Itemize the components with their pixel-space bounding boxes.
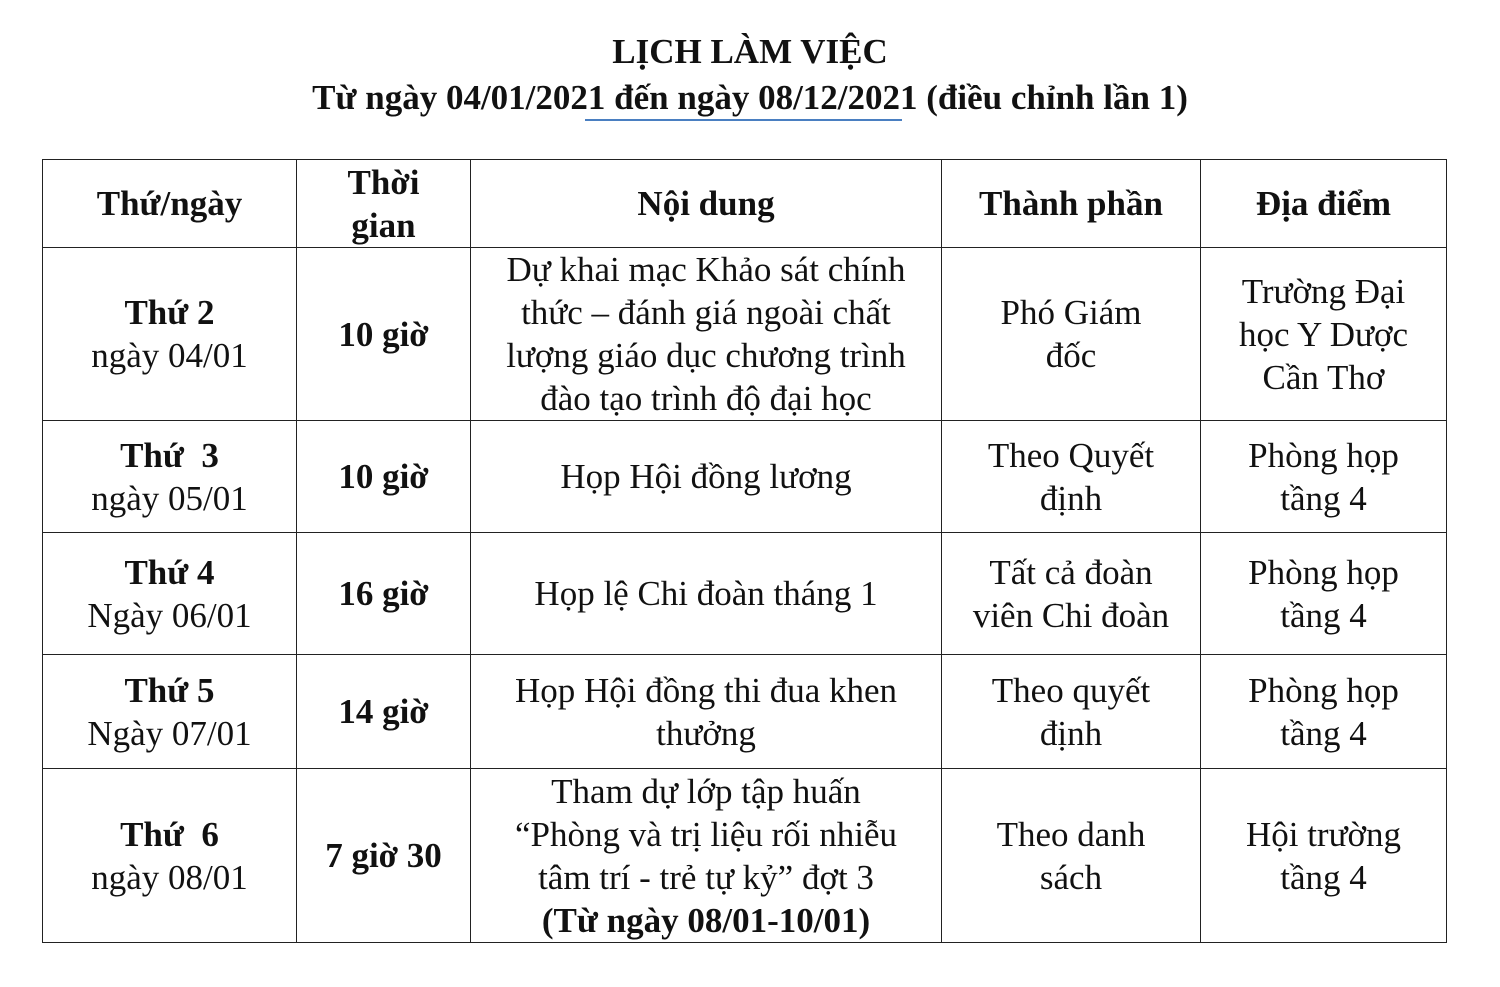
page-title: LỊCH LÀM VIỆC bbox=[612, 32, 888, 71]
location-cell: Trường Đại học Y Dược Cần Thơ bbox=[1201, 248, 1447, 421]
participants-cell: Theo quyết định bbox=[942, 655, 1201, 769]
schedule-table bbox=[42, 159, 1447, 943]
content-note: (Từ ngày 08/01-10/01) bbox=[541, 900, 871, 940]
table-header-row bbox=[43, 160, 1447, 248]
date-label: Ngày 07/01 bbox=[87, 713, 252, 753]
column-header-location: Địa điểm bbox=[1201, 160, 1447, 248]
day-cell bbox=[43, 421, 297, 533]
table-row bbox=[43, 533, 1447, 655]
time-cell: 10 giờ bbox=[297, 421, 471, 533]
participants-cell: Phó Giám đốc bbox=[942, 248, 1201, 421]
day-cell bbox=[43, 248, 297, 421]
weekday-label: Thứ 5 bbox=[124, 670, 215, 710]
content-text: Họp Hội đồng thi đua khen thưởng bbox=[514, 670, 898, 753]
day-cell bbox=[43, 769, 297, 943]
date-label: ngày 08/01 bbox=[91, 857, 248, 897]
participants-cell: Theo Quyết định bbox=[942, 421, 1201, 533]
content-cell bbox=[471, 248, 942, 421]
content-text: Họp lệ Chi đoàn tháng 1 bbox=[534, 574, 878, 613]
participants-cell: Theo danh sách bbox=[942, 769, 1201, 943]
column-header-participants: Thành phần bbox=[942, 160, 1201, 248]
table-row bbox=[43, 421, 1447, 533]
location-cell: Hội trường tầng 4 bbox=[1201, 769, 1447, 943]
content-cell bbox=[471, 533, 942, 655]
time-cell: 7 giờ 30 bbox=[297, 769, 471, 943]
time-cell: 14 giờ bbox=[297, 655, 471, 769]
column-header-time: Thời gian bbox=[297, 160, 471, 248]
subtitle-underline bbox=[585, 119, 902, 121]
column-header-content: Nội dung bbox=[471, 160, 942, 248]
content-text: Tham dự lớp tập huấn “Phòng và trị liệu rối nhiễu tâm trí - trẻ tự kỷ” đợt 3 bbox=[514, 771, 897, 897]
participants-cell: Tất cả đoàn viên Chi đoàn bbox=[942, 533, 1201, 655]
weekday-label: Thứ 4 bbox=[124, 552, 215, 592]
weekday-label: Thứ 6 bbox=[120, 814, 219, 854]
weekday-label: Thứ 2 bbox=[124, 293, 215, 332]
table-row bbox=[43, 769, 1447, 943]
content-cell bbox=[471, 655, 942, 769]
time-cell: 16 giờ bbox=[297, 533, 471, 655]
location-cell: Phòng họp tầng 4 bbox=[1201, 533, 1447, 655]
table-row bbox=[43, 655, 1447, 769]
day-cell bbox=[43, 655, 297, 769]
table-row bbox=[43, 248, 1447, 421]
weekday-label: Thứ 3 bbox=[120, 435, 219, 475]
date-label: Ngày 06/01 bbox=[87, 595, 252, 635]
day-cell bbox=[43, 533, 297, 655]
content-cell bbox=[471, 421, 942, 533]
page-subtitle: Từ ngày 04/01/2021 đến ngày 08/12/2021 (điều chỉnh lần 1) bbox=[312, 78, 1188, 117]
date-label: ngày 04/01 bbox=[91, 336, 248, 375]
location-cell: Phòng họp tầng 4 bbox=[1201, 421, 1447, 533]
date-label: ngày 05/01 bbox=[91, 478, 248, 518]
content-cell bbox=[471, 769, 942, 943]
location-cell: Phòng họp tầng 4 bbox=[1201, 655, 1447, 769]
time-cell: 10 giờ bbox=[297, 248, 471, 421]
content-text: Dự khai mạc Khảo sát chính thức – đánh giá ngoài chất lượng giáo dục chương trình đào tạo trình độ đại học bbox=[506, 250, 906, 418]
content-text: Họp Hội đồng lương bbox=[560, 457, 852, 496]
column-header-day: Thứ/ngày bbox=[43, 160, 297, 248]
